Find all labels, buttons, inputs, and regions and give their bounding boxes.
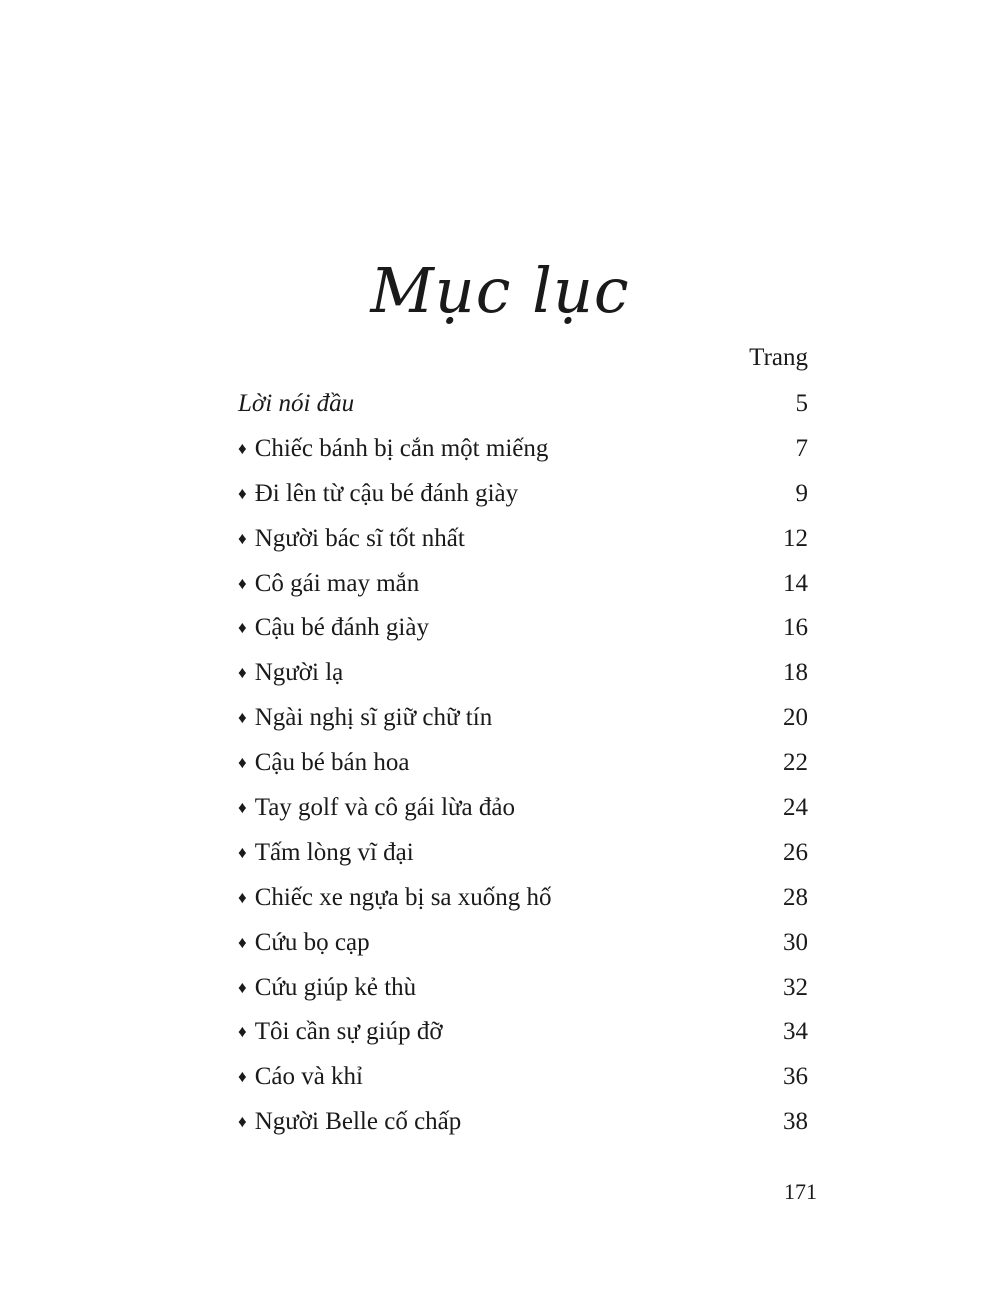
toc-entry-label: Tay golf và cô gái lừa đảo: [254, 794, 516, 822]
toc-entry-label: Cô gái may mắn: [254, 569, 420, 597]
diamond-bullet-icon: ♦: [238, 618, 247, 638]
toc-entry-title: [238, 519, 465, 561]
page-number: 171: [784, 1179, 817, 1204]
toc-entry-title: [238, 788, 515, 830]
toc-entry: [238, 833, 808, 878]
diamond-bullet-icon: ♦: [238, 483, 247, 503]
toc-entry-label: Người lạ: [254, 659, 344, 687]
toc-entry-title: [238, 384, 354, 424]
toc-entry-title: [238, 968, 416, 1010]
toc-entry: [238, 788, 808, 833]
diamond-bullet-icon: ♦: [238, 438, 247, 458]
toc-entry-page: 38: [783, 1108, 808, 1136]
toc-entry: [238, 698, 808, 743]
diamond-bullet-icon: ♦: [238, 977, 247, 997]
toc-entry: [238, 474, 808, 519]
diamond-bullet-icon: ♦: [238, 573, 247, 593]
toc-entry-label: Cứu bọ cạp: [254, 928, 370, 956]
toc-entry: [238, 1057, 808, 1102]
toc-entry-title: [238, 878, 552, 920]
toc-entry: [238, 384, 808, 429]
toc-entry-title: [238, 698, 492, 740]
toc-entry-label: Tấm lòng vĩ đại: [254, 838, 414, 866]
diamond-bullet-icon: ♦: [238, 528, 247, 548]
diamond-bullet-icon: ♦: [238, 753, 247, 773]
toc-entry-label: Cứu giúp kẻ thù: [254, 973, 417, 1001]
toc-entry-label: Lời nói đầu: [238, 390, 355, 417]
diamond-bullet-icon: ♦: [238, 842, 247, 862]
toc-entry-page: 5: [795, 390, 808, 417]
toc-entry-title: [238, 1057, 363, 1099]
toc-entry: [238, 968, 808, 1013]
toc-entry-page: 18: [783, 659, 808, 687]
toc-entry-title: [238, 474, 518, 516]
toc-entry-label: Tôi cần sự giúp đỡ: [254, 1018, 443, 1046]
toc-entry-title: [238, 608, 429, 650]
toc-entry-title: [238, 653, 343, 695]
toc-entry: [238, 923, 808, 968]
toc-entry: [238, 429, 808, 474]
diamond-bullet-icon: ♦: [238, 932, 247, 952]
toc-entry: [238, 608, 808, 653]
diamond-bullet-icon: ♦: [238, 1067, 247, 1087]
toc-entry: [238, 878, 808, 923]
toc-entry-page: 22: [783, 749, 808, 777]
toc-entry-page: 26: [783, 838, 808, 866]
toc-entry-label: Cáo và khỉ: [254, 1063, 364, 1091]
diamond-bullet-icon: ♦: [238, 1022, 247, 1042]
toc-entry-label: Ngài nghị sĩ giữ chữ tín: [254, 704, 493, 732]
toc-entry: [238, 743, 808, 788]
diamond-bullet-icon: ♦: [238, 663, 247, 683]
diamond-bullet-icon: ♦: [238, 798, 247, 818]
page-column-header: Trang: [749, 344, 808, 371]
toc-entry-label: Chiếc xe ngựa bị sa xuống hố: [254, 883, 552, 911]
toc-entry-title: [238, 1012, 443, 1054]
toc-entry-page: 32: [783, 973, 808, 1001]
toc-entry: [238, 1102, 808, 1147]
toc-entry-label: Cậu bé bán hoa: [254, 749, 410, 777]
toc-entry-page: 9: [795, 479, 808, 507]
toc-entry-title: [238, 743, 410, 785]
toc-entry-page: 20: [783, 704, 808, 732]
toc-entry-page: 16: [783, 614, 808, 642]
toc-entry-label: Đi lên từ cậu bé đánh giày: [254, 479, 519, 507]
diamond-bullet-icon: ♦: [238, 887, 247, 907]
diamond-bullet-icon: ♦: [238, 708, 247, 728]
toc-entry-page: 12: [783, 524, 808, 552]
diamond-bullet-icon: ♦: [238, 1112, 247, 1132]
toc-entry-page: 28: [783, 883, 808, 911]
toc-entry-page: 7: [795, 434, 808, 462]
toc-entry-label: Cậu bé đánh giày: [254, 614, 429, 642]
toc-entry: [238, 653, 808, 698]
toc-entry-label: Chiếc bánh bị cắn một miếng: [254, 434, 549, 462]
toc-entry-page: 30: [783, 928, 808, 956]
toc-entry-page: 24: [783, 794, 808, 822]
toc-entry-title: [238, 1102, 461, 1144]
toc-entry-page: 36: [783, 1063, 808, 1091]
toc-entry: [238, 519, 808, 564]
toc-entry-label: Người Belle cố chấp: [254, 1108, 462, 1136]
toc-entry-page: 34: [783, 1018, 808, 1046]
toc-entry-page: 14: [783, 569, 808, 597]
toc-entry-label: Người bác sĩ tốt nhất: [254, 524, 465, 552]
toc-entry-title: [238, 833, 414, 875]
toc-entry-title: [238, 923, 370, 965]
toc-entry-title: [238, 564, 419, 606]
toc-entry: [238, 1012, 808, 1057]
toc-entry-title: [238, 429, 548, 471]
toc-entry: [238, 564, 808, 609]
page-title: Mục lục: [370, 253, 630, 327]
table-of-contents: [238, 384, 808, 1147]
